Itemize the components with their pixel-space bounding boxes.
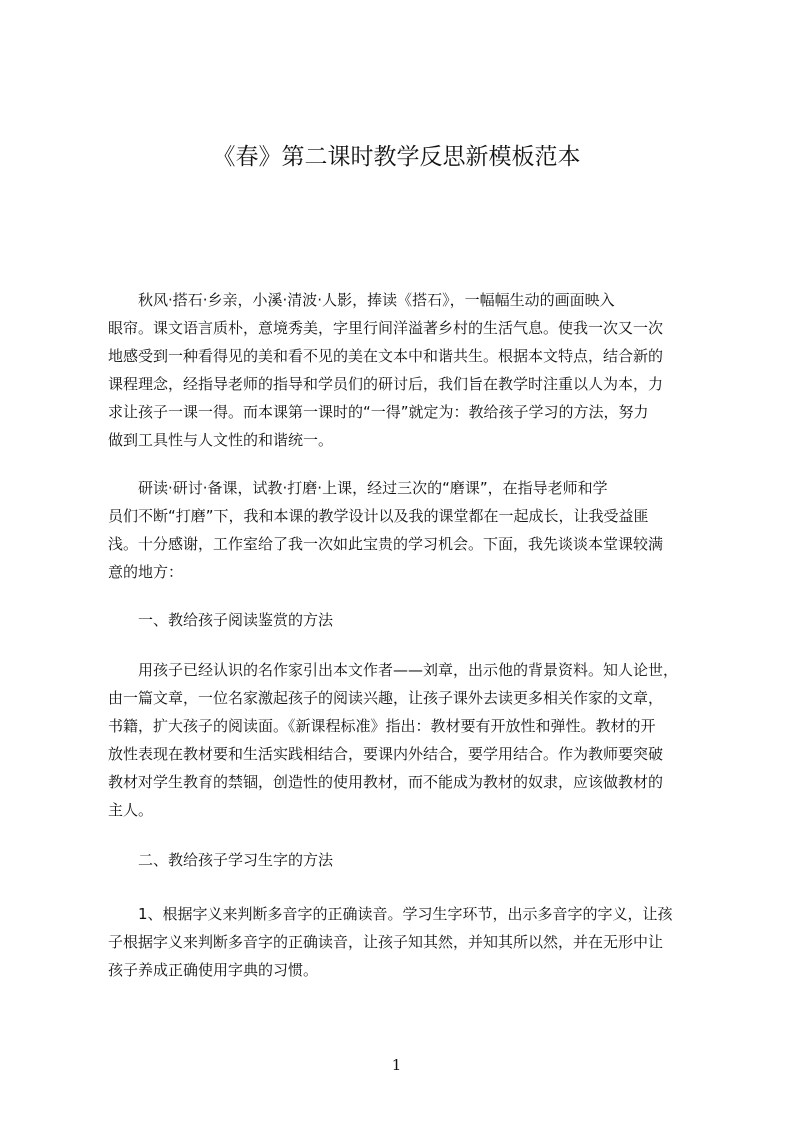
paragraph-line: 员们不断“打磨”下，我和本课的教学设计以及我的课堂都在一起成长，让我受益匪 — [108, 507, 649, 525]
paragraph-line: 研读·研讨·备课，试教·打磨·上课，经过三次的“磨课”，在指导老师和学 — [138, 479, 608, 497]
paragraph-line: 孩子养成正确使用字典的习惯。 — [108, 961, 319, 979]
paragraph-line: 书籍，扩大孩子的阅读面。《新课程标准》指出：教材要有开放性和弹性。教材的开 — [108, 717, 656, 735]
paragraph-line: 地感受到一种看得见的美和看不见的美在文本中和谐共生。根据本文特点，结合新的 — [108, 347, 664, 365]
paragraph-line: 子根据字义来判断多音字的正确读音，让孩子知其然，并知其所以然，并在无形中让 — [108, 933, 664, 951]
paragraph-line: 浅。十分感谢，工作室给了我一次如此宝贵的学习机会。下面，我先谈谈本堂课较满 — [108, 535, 664, 553]
paragraph-line: 由一篇文章，一位名家激起孩子的阅读兴趣，让孩子课外去读更多相关作家的文章， — [108, 689, 664, 707]
paragraph-line: 教材对学生教育的禁锢，创造性的使用教材，而不能成为教材的奴隶，应该做教材的 — [108, 773, 664, 791]
paragraph-line: 课程理念，经指导老师的指导和学员们的研讨后，我们旨在教学时注重以人为本，力 — [108, 375, 664, 393]
paragraph-line: 放性表现在教材要和生活实践相结合，要课内外结合，要学用结合。作为教师要突破 — [108, 745, 664, 763]
paragraph-line: 做到工具性与人文性的和谐统一。 — [108, 431, 334, 449]
page-number: 1 — [391, 1056, 402, 1074]
section-heading: 一、教给孩子阅读鉴赏的方法 — [138, 611, 334, 629]
paragraph-line: 主人。 — [108, 801, 154, 819]
paragraph-line: 意的地方： — [108, 563, 184, 581]
paragraph-line: 用孩子已经认识的名作家引出本文作者——刘章，出示他的背景资料。知人论世， — [138, 661, 679, 679]
paragraph-line: 1、根据字义来判断多音字的正确读音。学习生字环节，出示多音字的字义，让孩 — [138, 905, 673, 923]
section-heading: 二、教给孩子学习生字的方法 — [138, 851, 334, 869]
paragraph-line: 求让孩子一课一得。而本课第一课时的“一得”就定为：教给孩子学习的方法，努力 — [108, 403, 649, 421]
document-title: 《春》第二课时教学反思新模板范本 — [212, 144, 581, 170]
paragraph-line: 秋风·搭石·乡亲，小溪·清波·人影，捧读《搭石》，一幅幅生动的画面映入 — [138, 291, 615, 309]
paragraph-line: 眼帘。课文语言质朴，意境秀美，字里行间洋溢著乡村的生活气息。使我一次又一次 — [108, 319, 664, 337]
